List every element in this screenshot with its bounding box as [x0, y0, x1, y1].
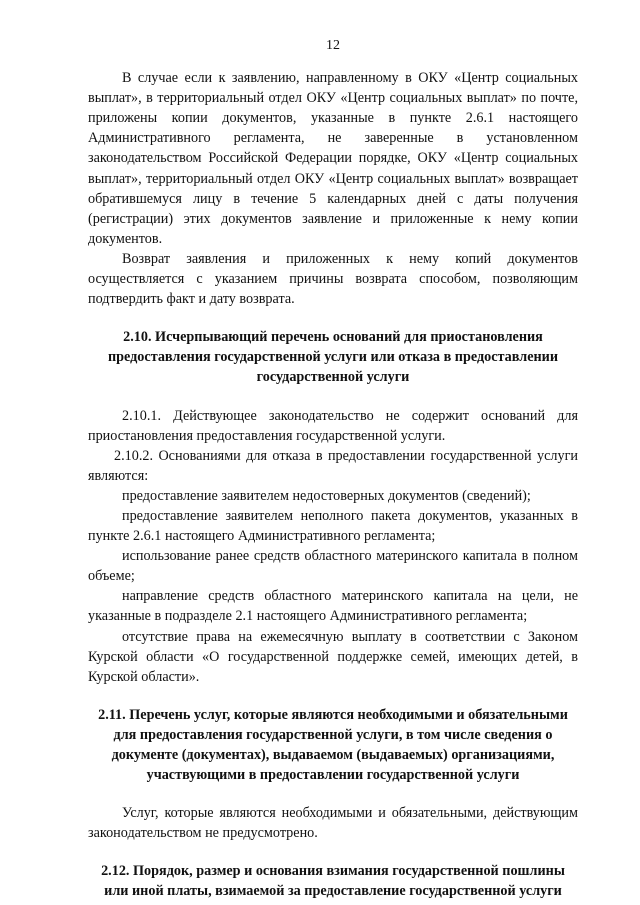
heading-section-2-12: 2.12. Порядок, размер и основания взимания государственной пошлины или иной платы, взимаемой за предоставление государственной услуги	[101, 863, 565, 900]
page-number: 12	[326, 38, 340, 53]
paragraph-return-method: Возврат заявления и приложенных к нему копий документов осуществляется с указанием причины возврата способом, позволяющим подтвердить факт и дату возврата.	[88, 250, 578, 308]
list-item-refusal-reason: направление средств областного материнского капитала на цели, не указанные в подразделе 2.1 настоящего Административного регламента;	[88, 588, 578, 625]
heading-section-2-10: 2.10. Исчерпывающий перечень оснований для приостановления предоставления государственной услуги или отказа в предоставлении государственной услуги	[107, 329, 559, 386]
paragraph-return-by-post: В случае если к заявлению, направленному в ОКУ «Центр социальных выплат», в территориальный отдел ОКУ «Центр социальных выплат» по почте, приложены копии документов, указанные в пункте 2.6.1 настоящего Административного регламента, не заверенные в установленном законодательством Российской Федерации порядке, ОКУ «Центр социальных выплат», территориальный отдел ОКУ «Центр социальных выплат» возвращает обратившемуся лицу в течение 5 календарных дней с даты получения (регистрации) этих документов заявление и приложенные к нему копии документов.	[88, 70, 578, 247]
list-item-refusal-reason: предоставление заявителем неполного пакета документов, указанных в пункте 2.6.1 настоящего Административного регламента;	[88, 507, 578, 545]
document-page	[88, 36, 578, 902]
heading-section-2-11: 2.11. Перечень услуг, которые являются необходимыми и обязательными для предоставления государственной услуги, в том числе сведения о документе (документах), выдаваемом (выдаваемых) организациями, участвующими в предоставлении государственной услуги	[98, 706, 568, 784]
list-item-refusal-reason: отсутствие права на ежемесячную выплату в соответствии с Законом Курской области «О государственной поддержке семей, имеющих детей, в Курской области».	[88, 628, 578, 685]
list-item-refusal-reason: использование ранее средств областного материнского капитала в полном объеме;	[88, 548, 578, 585]
list-item-refusal-reason: предоставление заявителем недостоверных документов (сведений);	[122, 487, 531, 504]
paragraph-2-11: Услуг, которые являются необходимыми и обязательными, действующим законодательством не предусмотрено.	[88, 805, 578, 842]
paragraph-2-10-1: 2.10.1. Действующее законодательство не содержит оснований для приостановления предоставления государственной услуги.	[88, 407, 578, 444]
paragraph-2-10-2: 2.10.2. Основаниями для отказа в предоставлении государственной услуги являются:	[88, 447, 578, 484]
